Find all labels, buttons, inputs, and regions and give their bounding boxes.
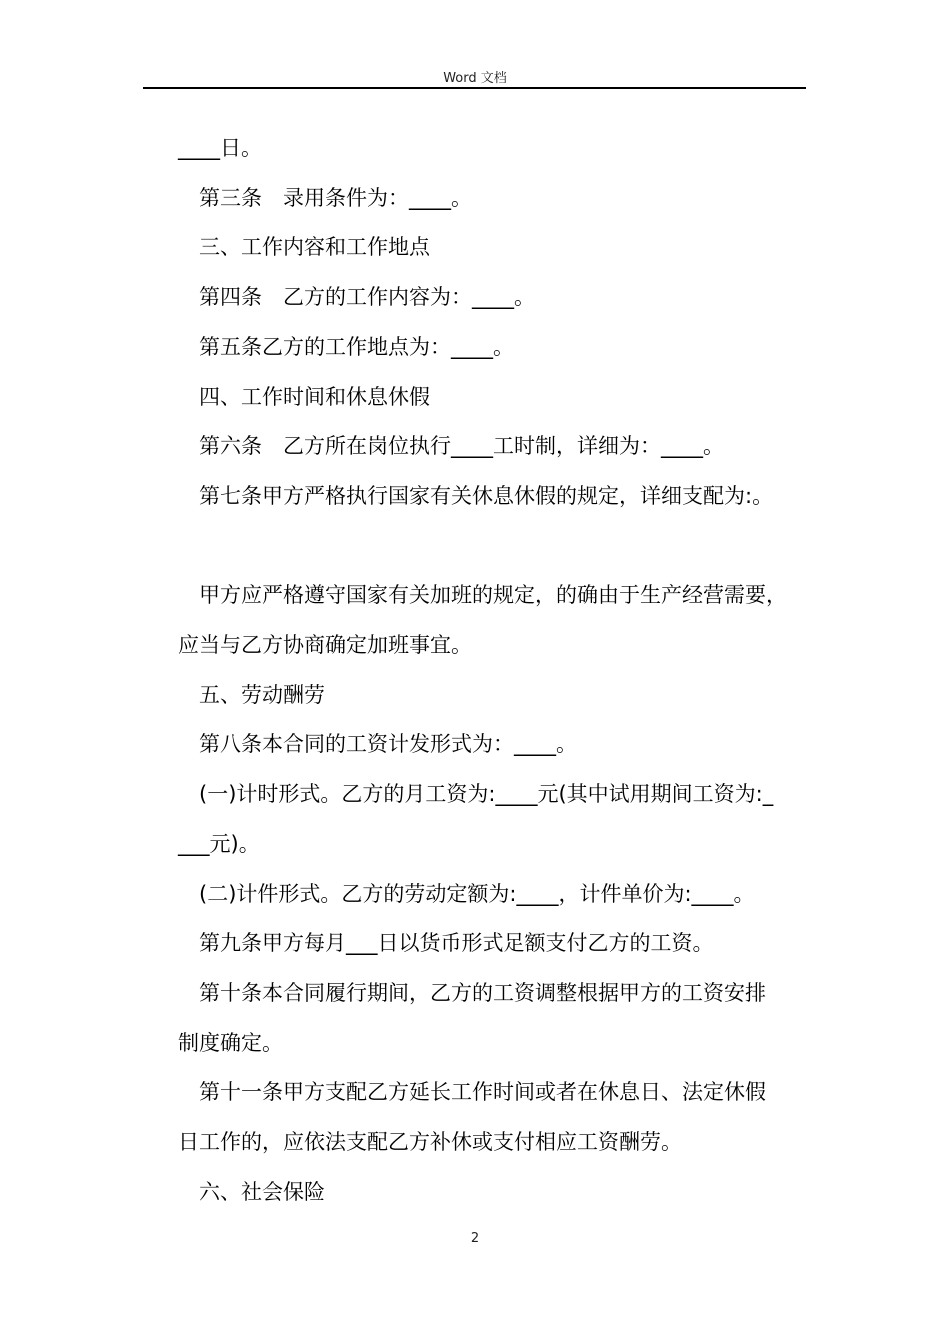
- paragraph-piece-wage: (二)计件形式。乙方的劳动定额为:____，计件单价为:____。: [199, 881, 755, 906]
- header-divider: [143, 87, 806, 89]
- paragraph-article-5: 第五条乙方的工作地点为：____。: [199, 334, 514, 359]
- blank-line: [178, 522, 818, 572]
- paragraph-article-10-cont: 制度确定。: [178, 1030, 283, 1055]
- paragraph-line: ____日。: [178, 136, 262, 160]
- section-heading-work-content: 三、工作内容和工作地点: [199, 235, 430, 260]
- paragraph-article-11-cont: 日工作的，应依法支配乙方补休或支付相应工资酬劳。: [178, 1130, 682, 1155]
- document-body: [178, 124, 818, 1217]
- paragraph-article-4: 第四条 乙方的工作内容为：____。: [199, 285, 535, 310]
- paragraph-overtime: 甲方应严格遵守国家有关加班的规定，的确由于生产经营需要，: [199, 583, 787, 608]
- paragraph-article-9: 第九条甲方每月___日以货币形式足额支付乙方的工资。: [199, 931, 714, 956]
- section-heading-pay: 五、劳动酬劳: [199, 682, 325, 707]
- section-heading-social-insurance: 六、社会保险: [199, 1179, 325, 1204]
- paragraph-time-wage: (一)计时形式。乙方的月工资为:____元(其中试用期间工资为:_: [199, 782, 774, 807]
- page-header-title: Word 文档: [443, 71, 507, 86]
- paragraph-article-11: 第十一条甲方支配乙方延长工作时间或者在休息日、法定休假: [199, 1080, 766, 1105]
- paragraph-article-8: 第八条本合同的工资计发形式为：____。: [199, 732, 577, 757]
- paragraph-article-6: 第六条 乙方所在岗位执行____工时制，详细为：____。: [199, 434, 724, 459]
- paragraph-article-7: 第七条甲方严格执行国家有关休息休假的规定，详细支配为:。: [199, 483, 774, 508]
- paragraph-overtime-cont: 应当与乙方协商确定加班事宜。: [178, 633, 472, 658]
- paragraph-time-wage-cont: ___元)。: [178, 831, 260, 856]
- paragraph-article-10: 第十条本合同履行期间，乙方的工资调整根据甲方的工资安排: [199, 980, 766, 1005]
- section-heading-work-time: 四、工作时间和休息休假: [199, 384, 430, 409]
- paragraph-article-3: 第三条 录用条件为：____。: [199, 185, 472, 210]
- page-number: 2: [470, 1231, 480, 1246]
